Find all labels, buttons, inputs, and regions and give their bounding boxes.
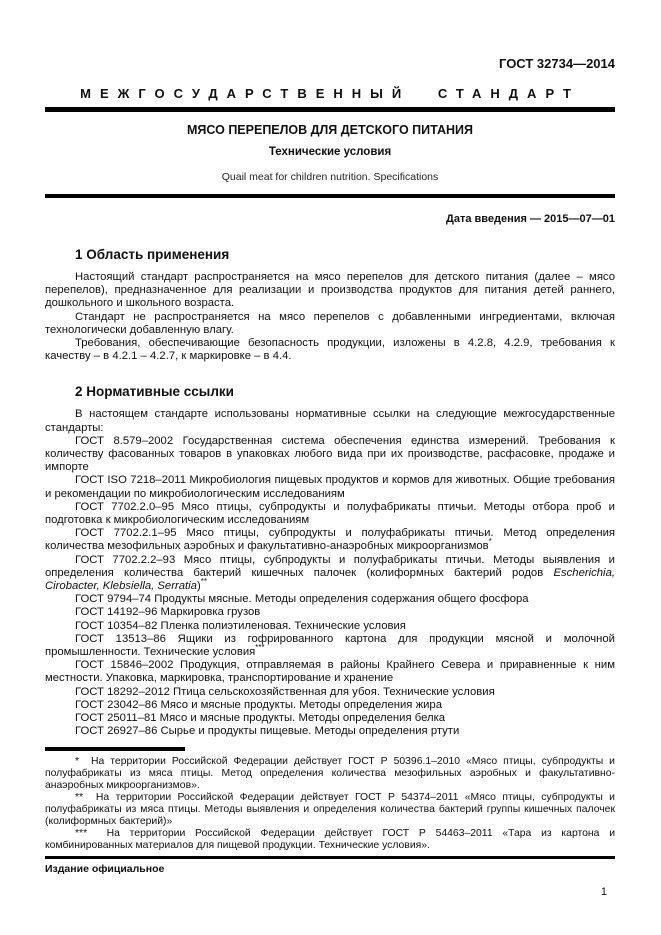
footnote-item: * На территории Российской Федерации действует ГОСТ Р 50396.1–2010 «Мясо птицы, субпродукты и полуфабрикаты из мяса птицы. Метод определения количества мезофильных аэробных и факультативно-анаэробных микроорганизмов». [45, 755, 615, 791]
reference-text: ГОСТ 13513–86 Ящики из гофрированного картона для продукции мясной и молочной промышленности. Технические условия [45, 632, 615, 659]
reference-item [45, 474, 615, 500]
reference-item [45, 435, 615, 475]
references-list [45, 435, 615, 739]
page-number: 1 [600, 885, 607, 898]
reference-text: ГОСТ 10354–82 Пленка полиэтиленовая. Технические условия [75, 619, 406, 632]
reference-text: ГОСТ 7702.2.1–95 Мясо птицы, субпродукты и полуфабрикаты птичьи. Метод определения количества мезофильных аэробных и факультативно-анаэробных микроорганизмов [45, 527, 615, 553]
reference-text: ) [196, 580, 201, 593]
footnote-marker: *** [75, 827, 88, 839]
standard-type-banner: МЕЖГОСУДАРСТВЕННЫЙ СТАНДАРТ [80, 86, 580, 101]
section-scope-title: 1 Область применения [75, 247, 230, 262]
footnotes-list [45, 756, 615, 852]
reference-item [45, 620, 615, 633]
footnote-separator [45, 747, 185, 751]
references-intro: В настоящем стандарте использованы нормативные ссылки на следующие межгосударственные стандарты: [45, 408, 615, 434]
header-rule-top [45, 107, 615, 112]
section-references-title: 2 Нормативные ссылки [75, 384, 234, 400]
introduction-date: Дата введения — 2015—07—01 [446, 213, 615, 225]
reference-item [45, 686, 615, 699]
document-title: МЯСО ПЕРЕПЕЛОВ ДЛЯ ДЕТСКОГО ПИТАНИЯ [187, 123, 473, 137]
reference-item [45, 554, 615, 594]
footnote-item: *** На территории Российской Федерации действует ГОСТ Р 54463–2011 «Тара из картона и комбинированных материалов для пищевой продукции. Технические условия». [45, 827, 615, 851]
scope-paragraph: Настоящий стандарт распространяется на мясо перепелов для детского питания (далее – мясо перепелов), предназначенное для реализации и производства продуктов для питания детей раннего, дошкольного и школьного возраста. [45, 271, 615, 310]
edition-note: Издание официальное [45, 862, 165, 875]
reference-text: ГОСТ 14192–96 Маркировка грузов [75, 606, 261, 619]
reference-item [45, 712, 615, 725]
reference-text: ГОСТ 7702.2.2–93 Мясо птицы, субпродукты и полуфабрикаты птичьи. Методы выявления и определения количества бактерий кишечных палочек (колиформных бактерий родов [45, 553, 615, 579]
reference-item [45, 633, 615, 659]
reference-item [45, 699, 615, 712]
scope-paragraph: Требования, обеспечивающие безопасность продукции, изложены в 4.2.8, 4.2.9, требования к качеству – в 4.2.1 – 4.2.7, к маркировке – в 4.4. [45, 337, 615, 363]
document-code: ГОСТ 32734—2014 [499, 56, 615, 71]
document-title-english: Quail meat for children nutrition. Specifications [221, 171, 439, 183]
reference-item [45, 606, 615, 619]
reference-organism-names: Escherichia, Cirobacter, Klebsiella, Serratia [45, 566, 615, 593]
reference-item [45, 527, 615, 553]
scope-paragraphs [45, 271, 615, 363]
footer-rule [45, 856, 615, 859]
footnote-marker: * [488, 537, 492, 547]
reference-text: ГОСТ ISO 7218–2011 Микробиология пищевых продуктов и кормов для животных. Общие требования и рекомендации по микробиологическим исследованиям [45, 474, 615, 500]
footnote-marker: ** [200, 577, 207, 587]
page-content [45, 0, 615, 899]
footnote-marker: *** [255, 643, 265, 653]
footnote-item: ** На территории Российской Федерации действует ГОСТ Р 54374–2011 «Мясо птицы, субпродукты и полуфабрикаты из мяса птицы. Методы выявления и определения количества бактерий группы кишечных палочек (колиформных бактерий)» [45, 791, 615, 827]
reference-text: ГОСТ 15846–2002 Продукция, отправляемая в районы Крайнего Севера и приравненные к ним местности. Упаковка, маркировка, транспортирование и хранение [45, 659, 615, 685]
reference-item [45, 593, 615, 606]
header-rule-bottom [45, 194, 615, 198]
reference-text: ГОСТ 26927–86 Сырье и продукты пищевые. Методы определения ртути [75, 725, 460, 738]
document-subtitle: Технические условия [268, 146, 392, 158]
reference-text: ГОСТ 25011–81 Мясо и мясные продукты. Методы определения белка [75, 712, 446, 725]
reference-text: ГОСТ 18292–2012 Птица сельскохозяйственная для убоя. Технические условия [75, 685, 495, 698]
reference-item [45, 659, 615, 685]
footnote-marker: * [75, 755, 80, 767]
reference-item [45, 501, 615, 527]
reference-item [45, 725, 615, 738]
scope-paragraph: Стандарт не распространяется на мясо перепелов с добавленными ингредиентами, включая технологически добавленную влагу. [45, 310, 615, 336]
reference-text: ГОСТ 7702.2.0–95 Мясо птицы, субпродукты и полуфабрикаты птичьи. Методы отбора проб и подготовка к микробиологическим исследованиям [45, 500, 615, 527]
reference-text: ГОСТ 23042–86 Мясо и мясные продукты. Методы определения жира [75, 698, 442, 711]
reference-text: ГОСТ 9794–74 Продукты мясные. Методы определения содержания общего фосфора [75, 593, 529, 606]
reference-text: ГОСТ 8.579–2002 Государственная система обеспечения единства измерений. Требования к количеству фасованных товаров в упаковках любого вида при их производстве, расфасовке, продаже и импорте [45, 434, 615, 474]
footnote-marker: ** [75, 791, 84, 803]
